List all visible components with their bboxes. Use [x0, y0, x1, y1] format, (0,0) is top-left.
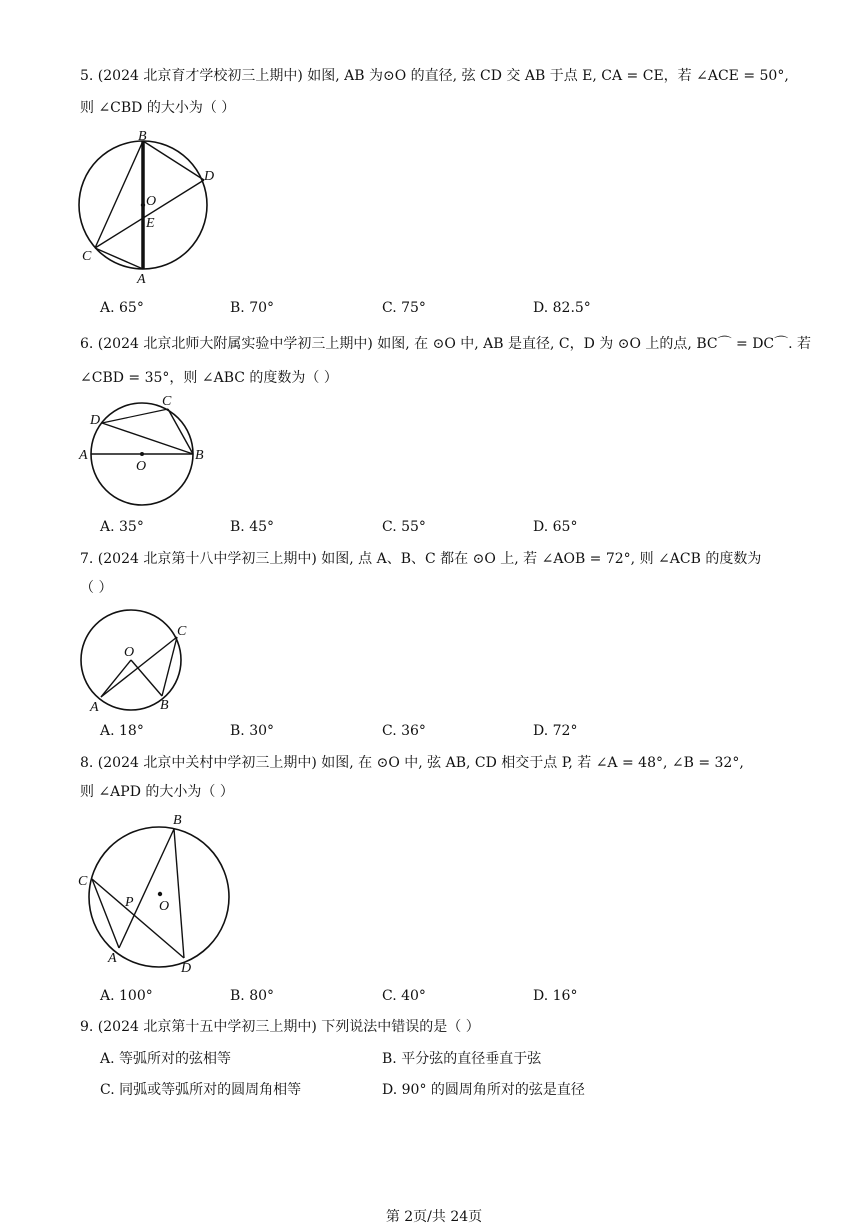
q6-center-dot	[140, 452, 144, 456]
q5-line-BD	[143, 141, 204, 180]
q5-label-C: C	[82, 249, 92, 264]
q8-label-P: P	[125, 895, 134, 910]
q5-center-dot	[141, 203, 145, 207]
q6-option-d: D. 65°	[533, 519, 578, 535]
q7-line-OA	[101, 660, 131, 697]
q7-label-C: C	[177, 624, 187, 639]
q5-label-B: B	[138, 129, 147, 144]
q9-option-a: A. 等弧所对的弦相等	[100, 1051, 232, 1067]
q5-option-d: D. 82.5°	[533, 300, 591, 316]
q7-line-OB	[131, 660, 162, 696]
q6-label-D: D	[90, 413, 101, 428]
q8-label-B: B	[173, 813, 182, 828]
q8-center-dot	[158, 892, 162, 896]
q8-option-d: D. 16°	[533, 988, 578, 1004]
q5-option-a: A. 65°	[100, 300, 144, 316]
q7-option-a: A. 18°	[100, 723, 144, 739]
q5-chord-CD	[95, 180, 204, 248]
q7-stem-line1: 7. (2024 北京第十八中学初三上期中) 如图, 点 A、B、C 都在 ⊙O 上, 若 ∠AOB = 72°, 则 ∠ACB 的度数为	[80, 551, 762, 567]
q5-option-b: B. 70°	[230, 300, 275, 316]
q6-stem-line2: ∠CBD = 35°，则 ∠ABC 的度数为（ ）	[80, 370, 338, 386]
q7-label-B: B	[160, 698, 169, 713]
q5-label-D: D	[204, 169, 215, 184]
q6-label-C: C	[162, 394, 172, 409]
q6-option-a: A. 35°	[100, 519, 144, 535]
q7-option-d: D. 72°	[533, 723, 578, 739]
q8-label-A: A	[108, 951, 117, 966]
q9-option-c: C. 同弧或等弧所对的圆周角相等	[100, 1082, 302, 1098]
q6-option-b: B. 45°	[230, 519, 275, 535]
q8-label-C: C	[78, 874, 88, 889]
q6-line-DC	[102, 409, 168, 423]
q7-option-c: C. 36°	[382, 723, 426, 739]
q8-option-a: A. 100°	[100, 988, 153, 1004]
q5-line-BC	[95, 141, 143, 248]
q8-stem-line1: 8. (2024 北京中关村中学初三上期中) 如图, 在 ⊙O 中, 弦 AB, CD 相交于点 P, 若 ∠A = 48°, ∠B = 32°,	[80, 755, 744, 771]
q5-label-O: O	[146, 194, 157, 209]
q7-label-O: O	[124, 645, 135, 660]
q7-figure	[76, 608, 206, 718]
q8-label-D: D	[181, 961, 192, 976]
q8-chord-CD	[92, 879, 184, 958]
q6-label-O: O	[136, 459, 147, 474]
q5-figure	[74, 124, 224, 294]
q7-stem-line2: （ ）	[80, 580, 113, 596]
q5-stem-line2: 则 ∠CBD 的大小为（ ）	[80, 100, 236, 116]
q7-option-b: B. 30°	[230, 723, 275, 739]
q7-line-AC	[101, 637, 177, 697]
q8-chord-AB	[119, 829, 174, 948]
q6-stem-line1: 6. (2024 北京北师大附属实验中学初三上期中) 如图, 在 ⊙O 中, AB 是直径, C，D 为 ⊙O 上的点, BC⌒ = DC⌒. 若	[80, 336, 812, 352]
q7-line-BC	[162, 637, 177, 696]
q6-label-A: A	[79, 448, 88, 463]
q8-label-O: O	[159, 899, 170, 914]
q6-figure	[76, 392, 216, 512]
q5-option-c: C. 75°	[382, 300, 426, 316]
q5-stem-line1: 5. (2024 北京育才学校初三上期中) 如图, AB 为⊙O 的直径, 弦 CD 交 AB 于点 E, CA = CE，若 ∠ACE = 50°,	[80, 68, 789, 84]
q9-option-b: B. 平分弦的直径垂直于弦	[382, 1051, 542, 1067]
q8-option-b: B. 80°	[230, 988, 275, 1004]
q5-label-E: E	[146, 216, 155, 231]
q8-circle	[89, 827, 229, 967]
q8-stem-line2: 则 ∠APD 的大小为（ ）	[80, 784, 234, 800]
q8-line-CA	[92, 879, 119, 948]
q8-line-BD	[174, 829, 184, 958]
q8-figure	[74, 808, 234, 978]
q6-line-DB	[102, 423, 193, 454]
q9-stem-line1: 9. (2024 北京第十五中学初三上期中) 下列说法中错误的是（ ）	[80, 1019, 480, 1035]
q7-label-A: A	[90, 700, 99, 715]
q6-option-c: C. 55°	[382, 519, 426, 535]
q5-label-A: A	[137, 272, 146, 287]
q6-label-B: B	[195, 448, 204, 463]
q8-option-c: C. 40°	[382, 988, 426, 1004]
q9-option-d: D. 90° 的圆周角所对的弦是直径	[382, 1082, 585, 1098]
q5-line-CA	[95, 248, 143, 269]
page-footer: 第 2页/共 24页	[385, 1209, 483, 1225]
